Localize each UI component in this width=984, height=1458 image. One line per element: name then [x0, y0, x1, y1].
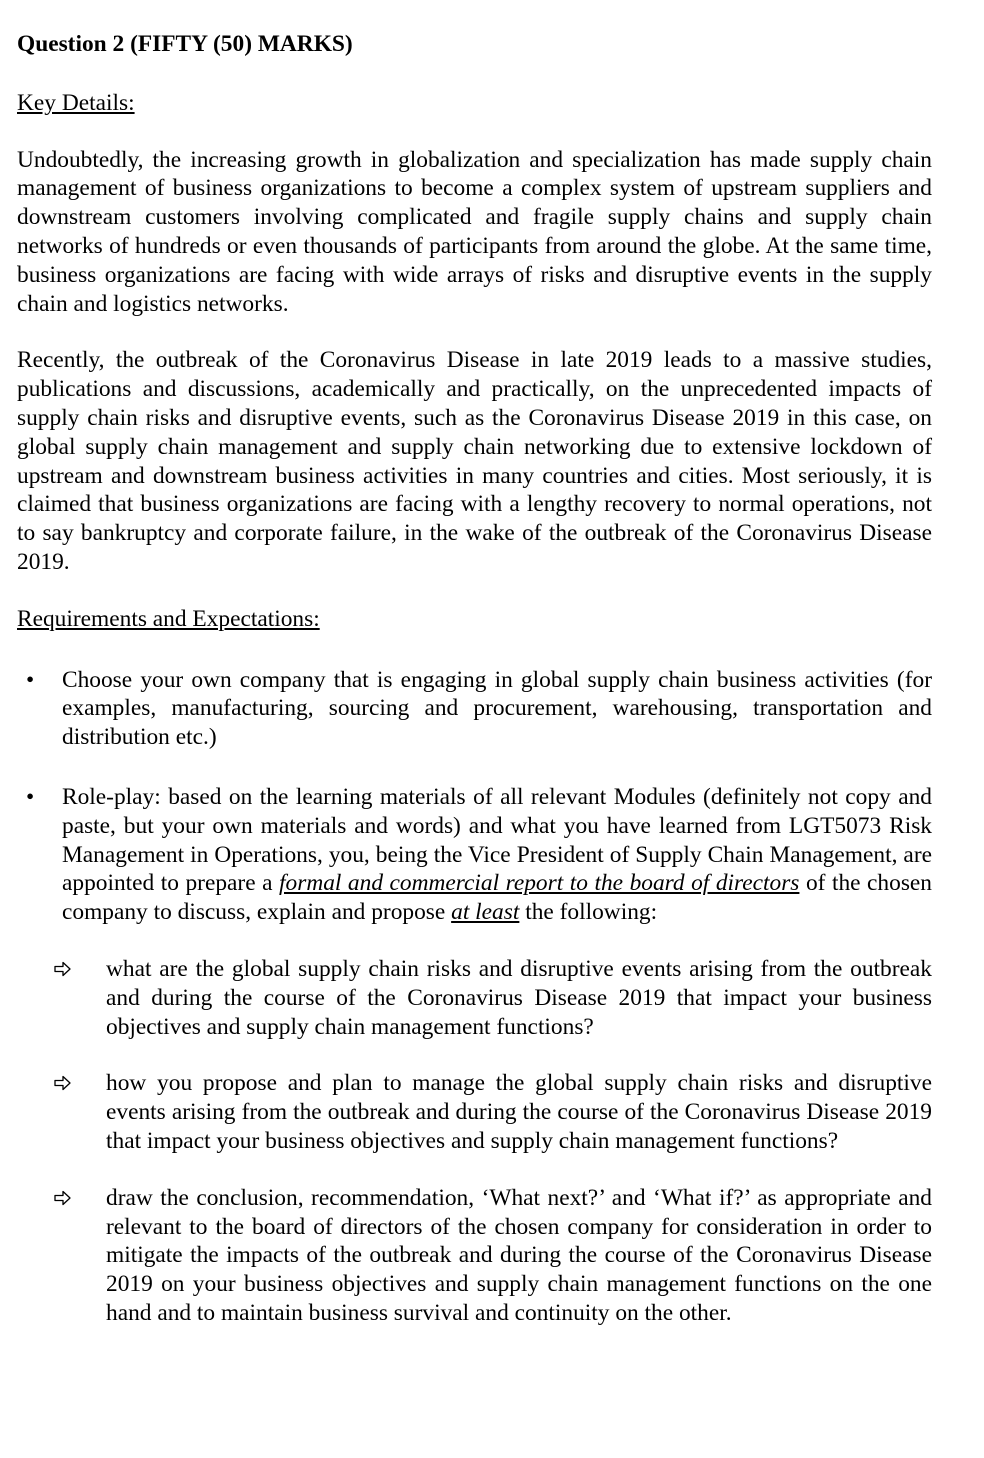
arrow-right-outline-icon: [53, 955, 73, 983]
bullet-text-company: Choose your own company that is engaging in global supply chain business activities (for examples, manufacturing, sourcing and procurement, warehousing, transportation and distribution etc.): [62, 666, 932, 751]
list-item: [62, 1069, 932, 1155]
role-play-text: of the chosen company to discuss, explain and propose: [62, 870, 933, 926]
role-play-text: Role-play: based on the learning materials of all relevant Modules (definitely not copy and paste, but your own materials and words) and what you have learned from LGT5073 Risk Management in Operations, you, being the Vice President of Supply Chain Management, are appointed to prepare a: [62, 783, 932, 897]
key-details-paragraph-1: Undoubtedly, the increasing growth in globalization and specialization has made supply chain management of business organizations to become a complex system of upstream suppliers and downstream customers involving complicated and fragile supply chains and supply chain networks of hundreds or even thousands of participants from around the globe. At the same time, business organizations are facing with wide arrays of risks and disruptive events in the supply chain and logistics networks.: [17, 146, 932, 317]
list-item: [62, 1184, 932, 1328]
requirements-list: [17, 666, 932, 927]
list-item: [17, 783, 932, 927]
document-page: [17, 30, 932, 1328]
bullet-icon: •: [26, 666, 35, 693]
bullet-text-role-play: [62, 783, 932, 927]
arrow-right-outline-icon: [53, 1184, 73, 1212]
key-details-paragraph-2: Recently, the outbreak of the Coronavirus Disease in late 2019 leads to a massive studies, publications and discussions, academically and practically, on the unprecedented impacts of supply chain risks and disruptive events, such as the Coronavirus Disease 2019 in this case, on global supply chain management and supply chain networking due to extensive lockdown of upstream and downstream business activities in many countries and cities. Most seriously, it is claimed that business organizations are facing with a lengthy recovery to normal operations, not to say bankruptcy and corporate failure, in the wake of the outbreak of the Coronavirus Disease 2019.: [17, 347, 932, 575]
key-details-heading: Key Details:: [17, 89, 135, 116]
list-item: [62, 955, 932, 1041]
arrow-right-outline-icon: [53, 1069, 73, 1097]
report-emphasis: formal and commercial report to the board of directors: [279, 870, 800, 897]
list-item: [17, 666, 932, 752]
at-least-emphasis: at least: [451, 899, 520, 926]
question-title: Question 2 (FIFTY (50) MARKS): [17, 31, 353, 57]
sub-item-text: what are the global supply chain risks and disruptive events arising from the outbreak and during the course of the Coronavirus Disease 2019 that impact your business objectives and supply chain management functions?: [106, 955, 932, 1040]
requirements-heading: Requirements and Expectations:: [17, 605, 320, 632]
sub-item-text: draw the conclusion, recommendation, ‘What next?’ and ‘What if?’ as appropriate and relevant to the board of directors of the chosen company for consideration in order to mitigate the impacts of the outbreak and during the course of the Coronavirus Disease 2019 on your business objectives and supply chain management functions on the one hand and to maintain business survival and continuity on the other.: [106, 1184, 932, 1326]
sub-item-text: how you propose and plan to manage the global supply chain risks and disruptive events arising from the outbreak and during the course of the Coronavirus Disease 2019 that impact your business objectives and supply chain management functions?: [106, 1070, 932, 1154]
sub-requirements-list: [62, 955, 932, 1328]
role-play-text: the following:: [519, 899, 658, 926]
bullet-icon: •: [26, 783, 35, 810]
